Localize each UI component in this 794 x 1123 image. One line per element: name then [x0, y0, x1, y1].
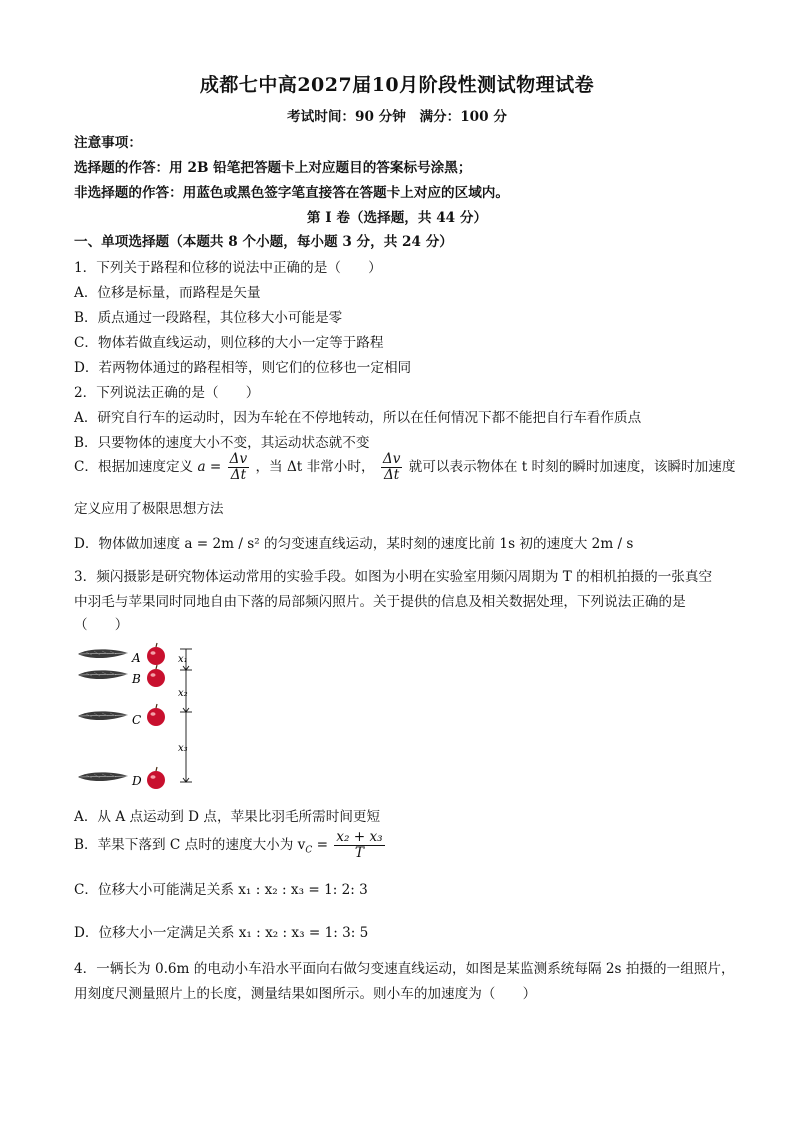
q3-b-eq: =	[312, 837, 328, 853]
q4-stem-line-2: 用刻度尺测量照片上的长度，测量结果如图所示。则小车的加速度为（ ）	[74, 986, 537, 1002]
q3-b-text: B．苹果下落到 C 点时的速度大小为 v	[74, 837, 306, 853]
exam-title: 成都七中高2027届10月阶段性测试物理试卷	[199, 74, 595, 96]
fraction-denominator: T	[354, 845, 364, 861]
label-c: C	[132, 713, 142, 727]
q2-c-text-1: C．根据加速度定义	[74, 459, 194, 475]
q2-option-d: D．物体做加速度 a = 2m / s² 的匀变速直线运动，某时刻的速度比前 1s 初的速度大 2m / s	[74, 536, 634, 552]
fraction-numerator: Δv	[229, 451, 248, 467]
section-volume: 第 I 卷（选择题，共 44 分）	[306, 210, 488, 226]
q2-stem: 2．下列说法正确的是（ ）	[74, 385, 260, 401]
q3-stem-line-2: 中羽毛与苹果同时同地自由下落的局部频闪照片。关于提供的信息及相关数据处理，下列说法正确的是	[74, 594, 686, 610]
label-b: B	[132, 672, 141, 686]
q3-option-d: D．位移大小一定满足关系 x₁ : x₂ : x₃ = 1: 3: 5	[74, 925, 369, 941]
q2-option-c-cont: 定义应用了极限思想方法	[74, 501, 224, 517]
q4-stem-line-1: 4．一辆长为 0.6m 的电动小车沿水平面向右做匀变速直线运动，如图是某监测系统每隔 2s 拍摄的一组照片，	[74, 961, 735, 977]
feather-icon	[78, 670, 128, 679]
apple-icon	[147, 665, 165, 687]
q3-b-subscript: C	[305, 845, 313, 856]
q3-stem-line-3: （ ）	[74, 617, 129, 633]
apple-icon	[147, 704, 165, 726]
q3-option-a: A．从 A 点运动到 D 点，苹果比羽毛所需时间更短	[74, 809, 381, 825]
notes-line-2: 非选择题的作答：用蓝色或黑色签字笔直接答在答题卡上对应的区域内。	[74, 185, 509, 201]
label-x1: x₁	[178, 654, 188, 665]
q3-stem-line-1: 3．频闪摄影是研究物体运动常用的实验手段。如图为小明在实验室用频闪周期为 T 的相机拍摄的一张真空	[74, 569, 713, 585]
fraction-numerator: Δv	[382, 451, 401, 467]
feather-icon	[78, 649, 128, 658]
exam-subtitle: 考试时间：90 分钟 满分：100 分	[287, 109, 507, 125]
apple-icon	[147, 767, 165, 789]
label-x2: x₂	[178, 688, 188, 699]
strobe-photo-figure	[74, 638, 214, 798]
feather-icon	[78, 711, 128, 720]
q2-option-a: A．研究自行车的运动时，因为车轮在不停地转动，所以在任何情况下都不能把自行车看作质点	[74, 410, 642, 426]
q2-option-c	[74, 452, 735, 483]
q2-c-text-2: ，当 Δt 非常小时，	[255, 459, 375, 475]
q1-option-a: A．位移是标量，而路程是矢量	[74, 285, 261, 301]
label-x3: x₃	[178, 743, 188, 754]
notes-line-1: 选择题的作答：用 2B 铅笔把答题卡上对应题目的答案标号涂黑；	[74, 160, 472, 176]
q3-option-b	[74, 830, 387, 861]
fraction-numerator: x₂ + x₃	[336, 829, 383, 845]
label-d: D	[132, 774, 142, 788]
q3-option-c: C．位移大小可能满足关系 x₁ : x₂ : x₃ = 1: 2: 3	[74, 882, 368, 898]
q1-stem: 1．下列关于路程和位移的说法中正确的是（ ）	[74, 260, 382, 276]
q2-c-fraction	[228, 452, 250, 483]
q2-c-text-3: 就可以表示物体在 t 时刻的瞬时加速度，该瞬时加速度	[408, 459, 736, 475]
feather-icon	[78, 772, 128, 781]
q1-option-b: B．质点通过一段路程，其位移大小可能是零	[74, 310, 343, 326]
q3-b-fraction	[334, 830, 384, 861]
distance-scale	[180, 649, 192, 782]
apple-icon	[147, 643, 165, 665]
fraction-denominator: Δt	[383, 467, 400, 483]
q2-c-eq: a =	[197, 459, 222, 475]
q2-option-b: B．只要物体的速度大小不变，其运动状态就不变	[74, 435, 370, 451]
fraction-denominator: Δt	[230, 467, 247, 483]
q2-c-fraction-2	[381, 452, 403, 483]
q1-option-c: C．物体若做直线运动，则位移的大小一定等于路程	[74, 335, 384, 351]
q1-option-d: D．若两物体通过的路程相等，则它们的位移也一定相同	[74, 360, 412, 376]
notes-heading: 注意事项：	[74, 135, 142, 151]
label-a: A	[132, 651, 141, 665]
section-part1: 一、单项选择题（本题共 8 个小题，每小题 3 分，共 24 分）	[74, 234, 453, 250]
